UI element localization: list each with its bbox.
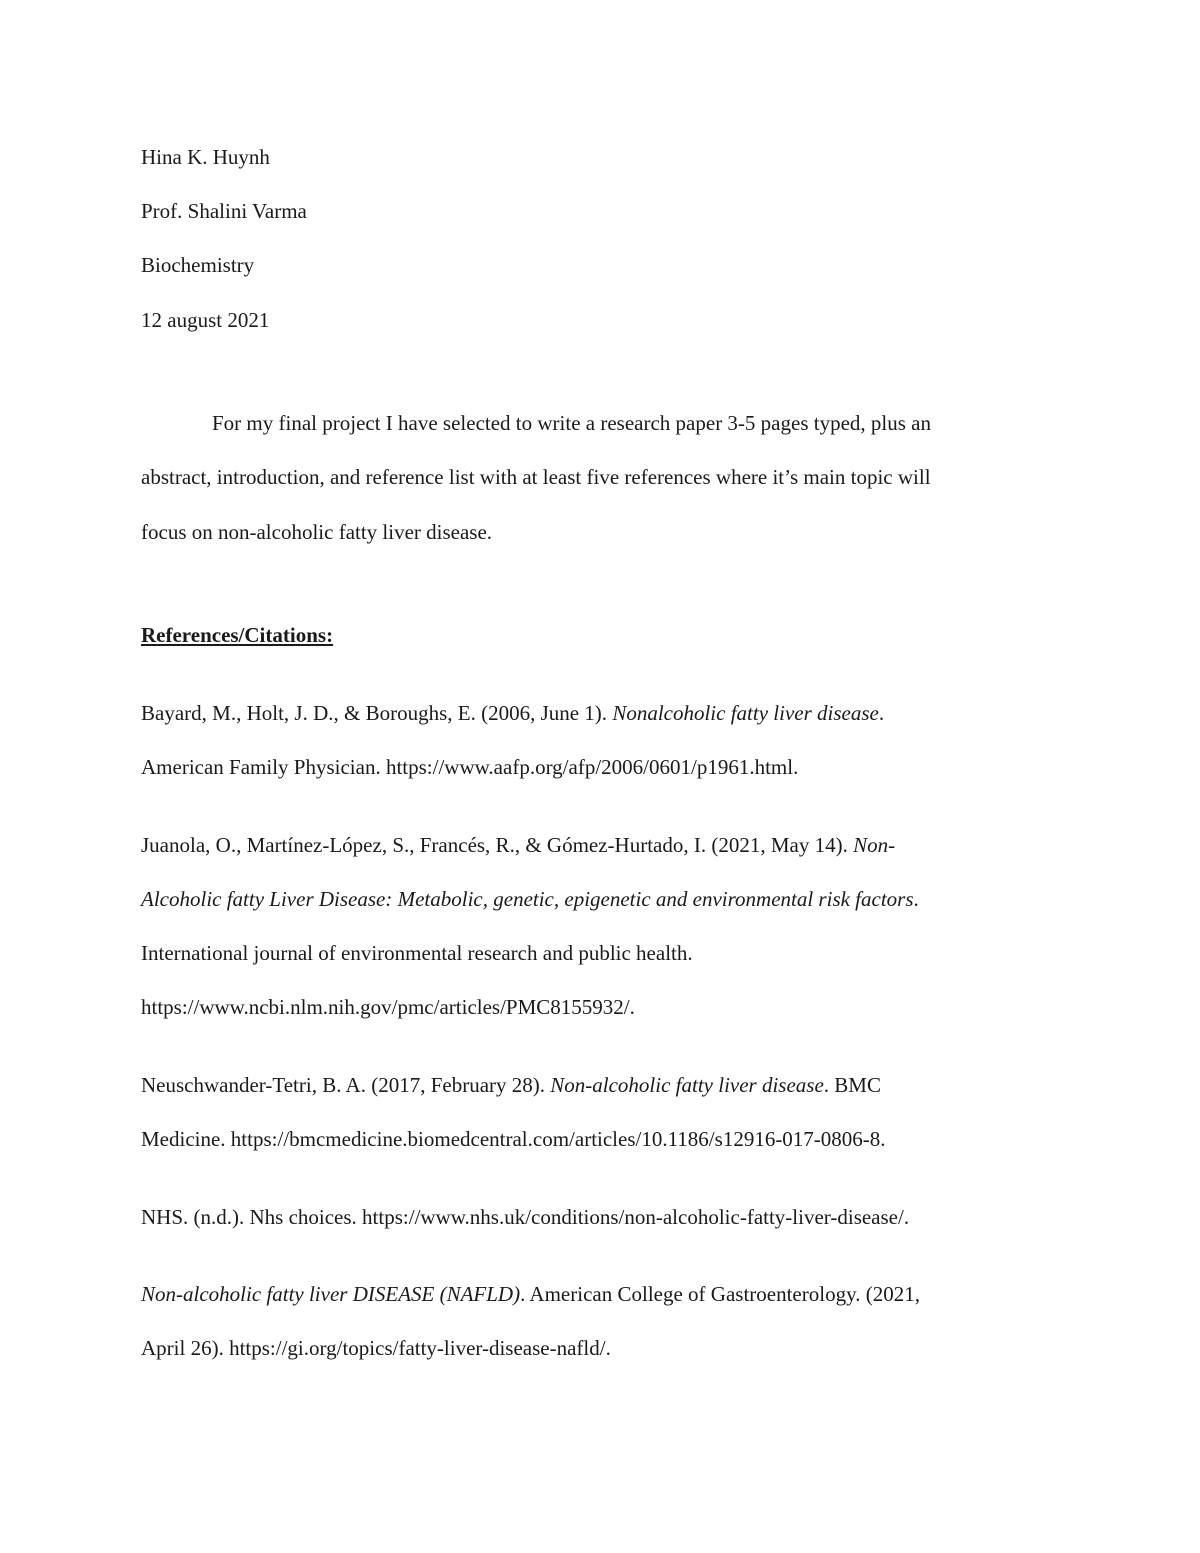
reference-text: Bayard, M., Holt, J. D., & Boroughs, E. (2006, June 1). [141,701,613,725]
reference-text: . [913,887,919,911]
reference-text: . BMC [823,1073,881,1097]
reference-entry-line: NHS. (n.d.). Nhs choices. https://www.nhs.uk/conditions/non-alcoholic-fatty-liver-disease/. [141,1205,910,1229]
reference-entry-line: April 26). https://gi.org/topics/fatty-liver-disease-nafld/. [141,1336,611,1360]
student-name: Hina K. Huynh [141,145,270,169]
reference-text: . [878,701,885,725]
reference-title: Alcoholic fatty Liver Disease: Metabolic, genetic, epigenetic and environmental risk factors [141,887,914,911]
reference-entry-line [141,1072,881,1098]
reference-entry-line: International journal of environmental research and public health. [141,941,693,965]
reference-entry-line: American Family Physician. https://www.aafp.org/afp/2006/0601/p1961.html. [141,755,799,779]
reference-title: Non- [853,833,896,857]
document-date: 12 august 2021 [141,308,270,332]
reference-title: Non-alcoholic fatty liver DISEASE (NAFLD) [141,1282,521,1306]
reference-entry-line [141,1281,920,1307]
paragraph-line: focus on non-alcoholic fatty liver disease. [141,520,493,544]
reference-title: Nonalcoholic fatty liver disease [612,701,879,725]
reference-entry-line [141,832,895,858]
course-name: Biochemistry [141,253,255,277]
reference-text: Neuschwander-Tetri, B. A. (2017, February 28). [141,1073,551,1097]
paragraph-line: abstract, introduction, and reference list with at least five references where it’s main topic will [141,465,931,489]
reference-text: . American College of Gastroenterology. (2021, [520,1282,920,1306]
paragraph-line: For my final project I have selected to write a research paper 3-5 pages typed, plus an [212,411,931,435]
reference-text: Juanola, O., Martínez-López, S., Francés, R., & Gómez-Hurtado, I. (2021, May 14). [141,833,854,857]
reference-title: Non-alcoholic fatty liver disease [550,1073,824,1097]
references-heading: References/Citations: [141,623,334,647]
reference-entry-line: https://www.ncbi.nlm.nih.gov/pmc/articles/PMC8155932/. [141,995,635,1019]
reference-entry-line [141,700,884,726]
professor-name: Prof. Shalini Varma [141,199,307,223]
reference-entry-line [141,886,919,912]
reference-entry-line: Medicine. https://bmcmedicine.biomedcentral.com/articles/10.1186/s12916-017-0806-8. [141,1127,886,1151]
